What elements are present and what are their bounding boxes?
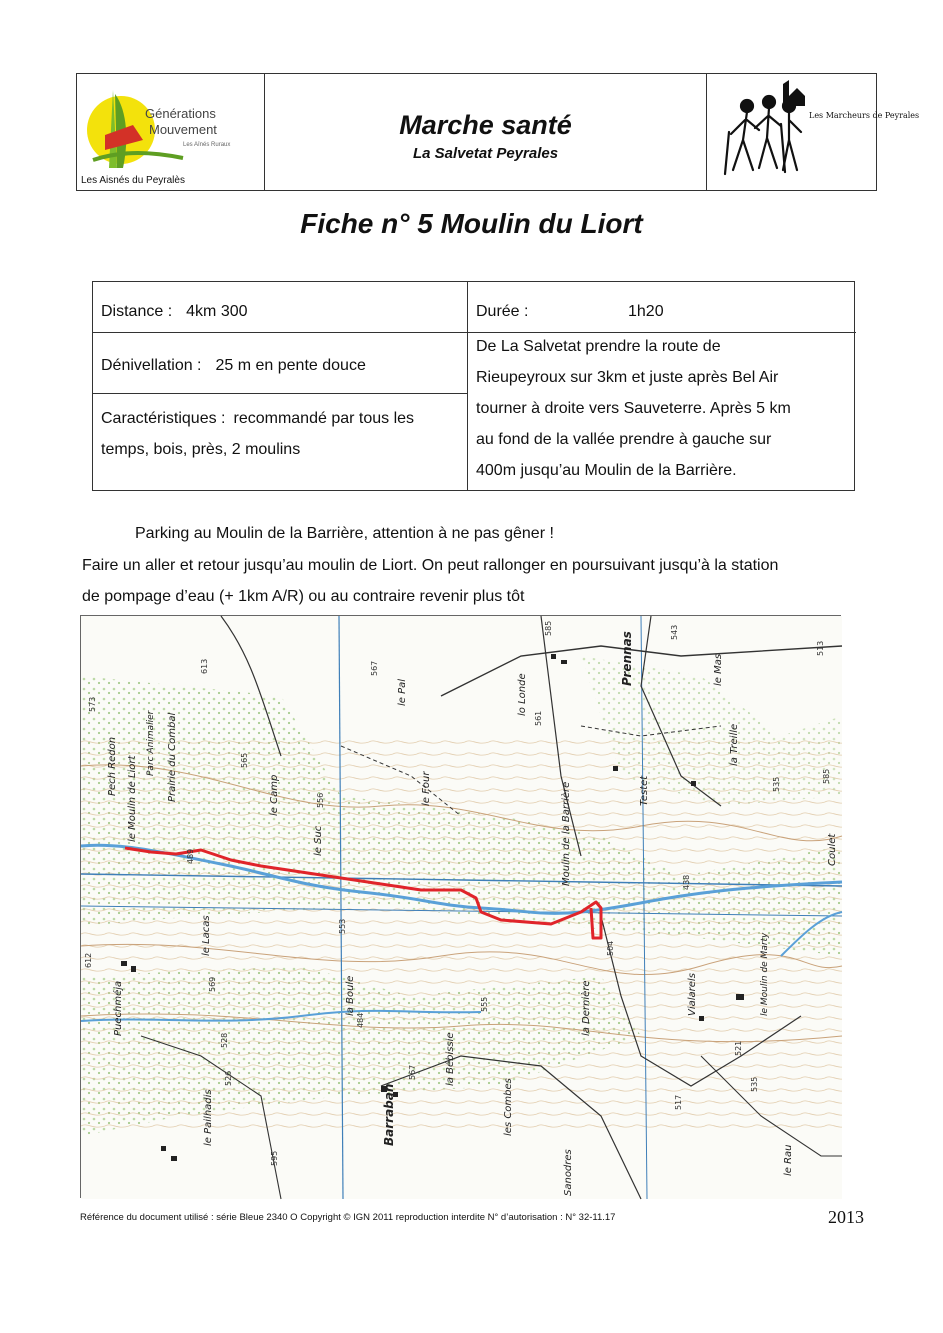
table-divider-vertical [467,282,468,490]
map-label-sanodres: Sanodres [563,1149,574,1196]
header-title-area [265,74,706,190]
map-label-la-treille: la Treille [729,723,740,766]
spot-height: 567 [370,660,379,676]
page-title: Marche santé [399,110,572,140]
map-label-le-pal: le Pal [397,678,408,706]
logo-caption: Les Aisnés du Peyralès [81,175,185,186]
map-label-le-four: le Four [421,771,432,806]
parking-text: Parking au Moulin de la Barrière, attention à ne pas gêner ! [135,525,554,542]
map-label-vialarels: Vialarels [687,973,698,1016]
spot-height: 573 [88,696,97,712]
denivellation-value: 25 m en pente douce [215,357,366,374]
spot-height: 517 [674,1094,683,1110]
spot-height: 585 [822,768,831,784]
spot-height: 561 [534,710,543,726]
map-label-la-bebissie: la Bébissie [445,1032,456,1086]
map-label-le-rau: le Rau [783,1144,794,1176]
spot-height: 504 [606,940,615,956]
spot-height: 613 [200,658,209,674]
map-label-barraban: Barraban [382,1083,396,1146]
map-label-prairie-combal: Prairie du Combal [167,712,178,802]
spot-height: 528 [220,1032,229,1048]
caracteristiques-row [101,403,463,465]
spot-height: 521 [734,1040,743,1056]
spot-height: 438 [682,874,691,890]
denivellation-label: Dénivellation : [101,357,202,374]
generations-mouvement-logo [83,80,259,170]
spot-height: 555 [480,996,489,1012]
caracteristiques-value-2: temps, bois, près, 2 moulins [101,441,301,458]
fiche-title: Fiche n° 5 Moulin du Liort [300,208,643,239]
logo-tagline: Les Aînés Ruraux [183,142,231,148]
map-label-puechmeja: Puechméja [113,980,124,1036]
spot-height: 569 [208,976,217,992]
directions-line: tourner à droite vers Sauveterre. Après 5 km [476,400,791,417]
map-label-le-camp: le Camp [269,774,280,816]
spot-height: 567 [408,1064,417,1080]
spot-height: 484 [356,1012,365,1028]
map-label-moulin-barriere: Moulin de la Barrière [561,781,572,886]
spot-height: 565 [240,752,249,768]
spot-height: 612 [84,952,93,968]
spot-height: 535 [772,776,781,792]
logo-brand-line1: Générations [145,106,216,121]
map-label-le-pailhadis: le Pailhadis [203,1089,214,1146]
topographic-map [80,615,841,1198]
directions-line: au fond de la vallée prendre à gauche sur [476,431,772,448]
directions-line: De La Salvetat prendre la route de [476,338,721,355]
directions-line: 400m jusqu’au Moulin de la Barrière. [476,462,737,479]
distance-label: Distance : [101,303,173,320]
map-label-la-boule: la Boule [345,975,356,1016]
table-divider [93,332,467,333]
spot-height: 595 [270,1150,279,1166]
spot-height: 489 [186,848,195,864]
spot-height: 535 [750,1076,759,1092]
directions-block [476,331,852,486]
map-label-moulin-liort: le Moulin de Liort [127,755,138,842]
walkers-logo-text: Les Marcheurs de Peyrales [809,111,920,120]
map-label-moulin-marty: le Moulin de Marty [760,932,770,1016]
map-canvas [81,616,842,1199]
logo-brand-line2: Mouvement [149,122,217,137]
map-label-lo-londe: lo Londe [517,673,528,716]
table-divider [93,393,467,394]
duree-label: Durée : [476,303,529,320]
distance-row [101,296,248,327]
header-box [76,73,920,191]
spot-height: 553 [338,918,347,934]
document-year: 2013 [828,1207,864,1227]
info-table [92,281,855,491]
spot-height: 556 [316,792,325,808]
duree-value: 1h20 [628,303,664,320]
map-label-les-combes: les Combes [503,1078,514,1136]
map-label-le-mas: le Mas [713,653,724,686]
map-label-testet: Testet [639,775,650,806]
left-logo-cell [77,74,265,190]
map-label-coulet: Coulet [827,833,838,866]
denivellation-row [101,350,366,381]
walkers-logo [719,78,920,186]
map-label-parc-animalier: Parc Animalier [146,710,156,776]
footer-reference: Référence du document utilisé : série Bleue 2340 O Copyright © IGN 2011 reproduction interdite N° d’autorisation : N° 32-11.17 [80,1212,616,1223]
spot-height: 526 [224,1070,233,1086]
directions-line: Rieupeyroux sur 3km et juste après Bel Air [476,369,779,386]
caracteristiques-value-1: recommandé par tous les [233,410,415,427]
route-text-line1: Faire un aller et retour jusqu’au moulin de Liort. On peut rallonger en poursuivant jusqu’à la station [82,557,779,574]
distance-value: 4km 300 [186,303,248,320]
spot-height: 513 [816,640,825,656]
caracteristiques-label: Caractéristiques : [101,410,226,427]
map-label-le-suc: le Suc [313,825,324,856]
spot-height: 543 [670,624,679,640]
map-label-pech-redon: Pech Redon [107,736,118,796]
right-logo-cell [706,74,920,190]
page-subtitle: La Salvetat Peyrales [412,145,559,162]
duree-row [476,296,664,327]
route-text-line2: de pompage d’eau (+ 1km A/R) ou au contraire revenir plus tôt [82,588,525,605]
map-label-le-lacas: le Lacas [201,915,212,956]
map-label-la-derniere: la Dernière [581,980,592,1036]
map-label-prennas: Prennas [620,631,634,686]
spot-height: 585 [544,620,553,636]
